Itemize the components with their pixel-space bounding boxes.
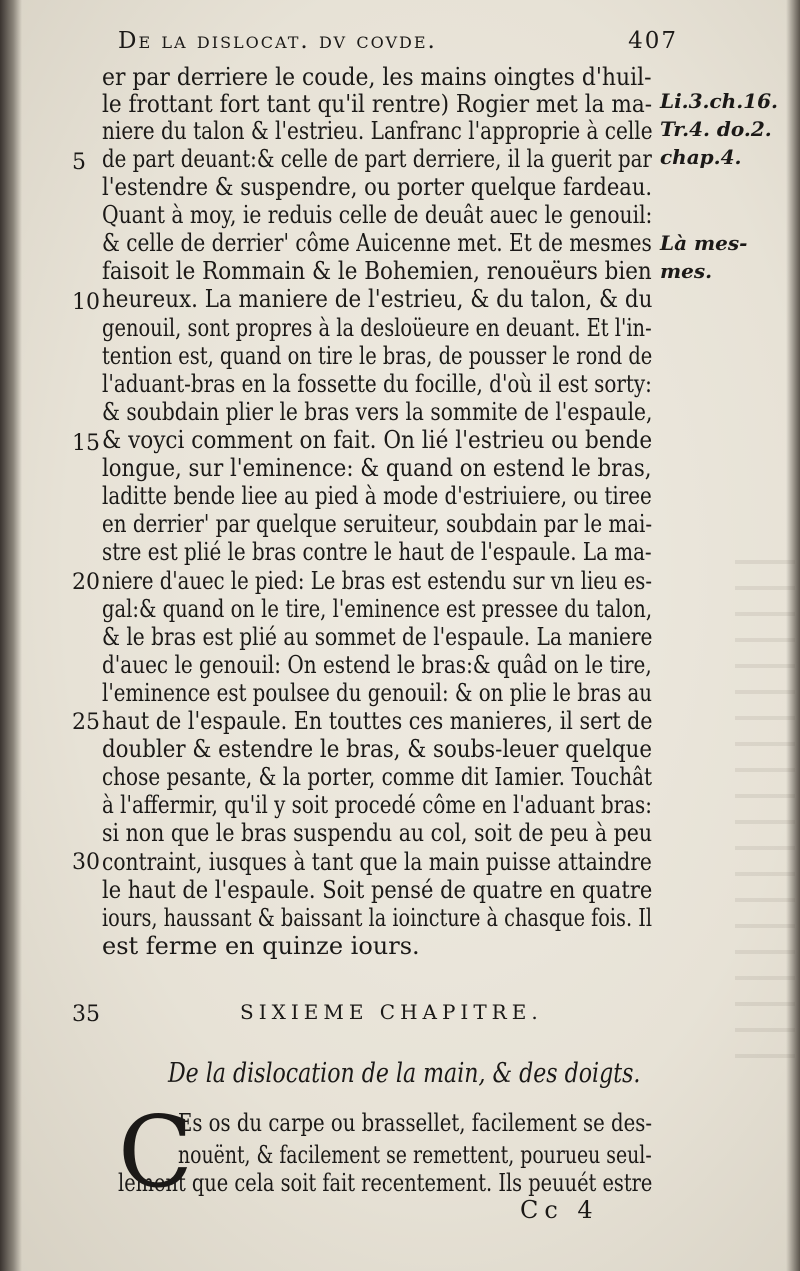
body-line: er par derriere le coude, les mains oingtes d'huil- bbox=[102, 63, 652, 91]
binding-shadow bbox=[0, 0, 22, 1271]
body-line: à l'affermir, qu'il y soit procedé côme en l'aduant bras: bbox=[102, 791, 652, 819]
body-line: & le bras est plié au sommet de l'espaule. La maniere bbox=[102, 623, 653, 651]
body-line: gal:& quand on le tire, l'eminence est pressee du talon, bbox=[102, 595, 653, 623]
line-number: 25 bbox=[72, 710, 100, 735]
margin-note: mes. bbox=[660, 259, 713, 283]
body-line: & voyci comment on fait. On lié l'estrieu ou bende bbox=[102, 426, 653, 454]
chapter-title: De la dislocation de la main, & des doigts. bbox=[168, 1058, 641, 1089]
chapter-line: nouënt, & facilement se remettent, pourueu seul- bbox=[178, 1141, 652, 1169]
body-line: haut de l'espaule. En touttes ces manieres, il sert de bbox=[102, 707, 653, 735]
body-line: laditte bende liee au pied à mode d'estriuiere, ou tiree bbox=[102, 482, 652, 510]
body-line: iours, haussant & baissant la ioincture à chasque fois. Il bbox=[102, 904, 653, 932]
drop-cap: C bbox=[118, 1096, 193, 1210]
line-number: 30 bbox=[72, 850, 100, 875]
body-line: l'estendre & suspendre, ou porter quelque fardeau. bbox=[102, 173, 653, 201]
body-line: tention est, quand on tire le bras, de pousser le rond de bbox=[102, 342, 653, 370]
signature-mark: Cc 4 bbox=[520, 1196, 599, 1224]
body-line: niere du talon & l'estrieu. Lanfranc l'approprie à celle bbox=[102, 117, 653, 145]
chapter-line: Es os du carpe ou brassellet, facilement se des- bbox=[178, 1109, 652, 1137]
line-number: 20 bbox=[72, 570, 100, 595]
margin-note: Là mes- bbox=[660, 231, 748, 255]
body-line: faisoit le Rommain & le Bohemien, renouëurs bien bbox=[102, 257, 652, 285]
line-number: 10 bbox=[72, 290, 100, 315]
body-line: doubler & estendre le bras, & soubs-leuer quelque bbox=[102, 735, 653, 763]
body-line: contraint, iusques à tant que la main puisse attaindre bbox=[102, 848, 652, 876]
body-line: niere d'auec le pied: Le bras est estendu sur vn lieu es- bbox=[102, 567, 652, 595]
line-number: 5 bbox=[72, 150, 86, 175]
body-line: le frottant fort tant qu'il rentre) Rogier met la ma- bbox=[102, 90, 653, 118]
line-number: 15 bbox=[72, 431, 100, 456]
show-through bbox=[735, 560, 795, 1060]
body-line: stre est plié le bras contre le haut de l'espaule. La ma- bbox=[102, 538, 652, 566]
line-number: 35 bbox=[72, 1002, 100, 1027]
body-line: Quant à moy, ie reduis celle de deuât auec le genouil: bbox=[102, 201, 653, 229]
body-line: chose pesante, & la porter, comme dit Iamier. Touchât bbox=[102, 763, 653, 791]
body-line: d'auec le genouil: On estend le bras:& quâd on le tire, bbox=[102, 651, 652, 679]
body-line: le haut de l'espaule. Soit pensé de quatre en quatre bbox=[102, 876, 653, 904]
body-line: & soubdain plier le bras vers la sommite de l'espaule, bbox=[102, 398, 653, 426]
body-line: l'eminence est poulsee du genouil: & on plie le bras au bbox=[102, 679, 652, 707]
body-line: de part deuant:& celle de part derriere, il la guerit par bbox=[102, 145, 652, 173]
body-line: heureux. La maniere de l'estrieu, & du talon, & du bbox=[102, 285, 653, 313]
body-line: si non que le bras suspendu au col, soit de peu à peu bbox=[102, 819, 653, 847]
chapter-heading: SIXIEME CHAPITRE. bbox=[240, 1000, 543, 1024]
body-line: longue, sur l'eminence: & quand on estend le bras, bbox=[102, 454, 652, 482]
running-title: De la dislocat. dv covde. bbox=[118, 28, 437, 54]
chapter-line: lement que cela soit fait recentement. Ils peuuét estre bbox=[118, 1169, 653, 1197]
body-line: & celle de derrier' côme Auicenne met. Et de mesmes bbox=[102, 229, 652, 257]
margin-note: chap.4. bbox=[660, 145, 742, 169]
running-header bbox=[118, 28, 678, 62]
margin-note: Li.3.ch.16. bbox=[660, 89, 778, 113]
page-number: 407 bbox=[628, 28, 678, 54]
margin-note: Tr.4. do.2. bbox=[660, 117, 772, 141]
body-line: l'aduant-bras en la fossette du focille, d'où il est sorty: bbox=[102, 370, 652, 398]
body-line: genouil, sont propres à la desloüeure en deuant. Et l'in- bbox=[102, 314, 652, 342]
body-line: en derrier' par quelque seruiteur, soubdain par le mai- bbox=[102, 510, 653, 538]
body-line: est ferme en quinze iours. bbox=[102, 932, 420, 960]
